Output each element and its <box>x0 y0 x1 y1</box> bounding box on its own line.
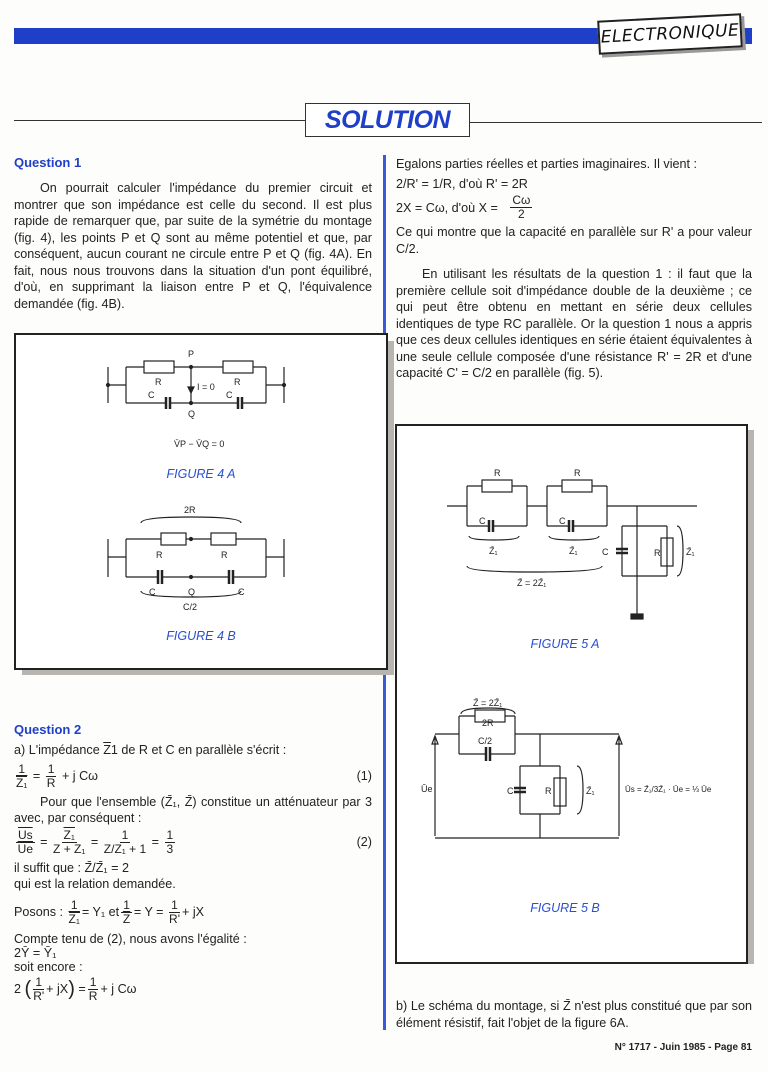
svg-text:V̄P − V̄Q = 0: V̄P − V̄Q = 0 <box>174 439 225 449</box>
svg-text:C/2: C/2 <box>478 736 493 746</box>
right-line-2: 2/R' = 1/R, d'où R' = 2R <box>396 176 528 191</box>
figure-5b-caption: FIGURE 5 B <box>530 901 600 915</box>
equation-2: $\frac{\overline{Us}}{Ue}$ = $\frac{\text{Z₁}}{\text{Z + Z₁}}$ = $\frac{1}{\text{Z/Z₁ + 1}}$ = $\frac{1}{3}$ (2) <box>17 827 372 856</box>
svg-text:C: C <box>602 547 609 557</box>
figure-5 <box>395 424 748 964</box>
svg-text:R: R <box>155 377 162 387</box>
question-2-paragraph: Pour que l'ensemble (Z̄₁, Z̄) constitue un atténuateur par 3 avec, par conséquent : <box>14 794 372 825</box>
right-column <box>396 156 752 382</box>
svg-text:I = 0: I = 0 <box>197 382 215 392</box>
svg-text:R: R <box>221 550 228 560</box>
final-equation: 2 ( $\frac{1}{R'}$ + jX ) = $\frac{1}{R}$ + j Cω <box>14 974 137 1003</box>
svg-text:C: C <box>226 390 233 400</box>
svg-text:Z̄ = 2Z̄₁: Z̄ = 2Z̄₁ <box>517 578 547 588</box>
svg-text:Z̄₁: Z̄₁ <box>489 546 498 556</box>
figure-5b-circuit <box>421 698 712 838</box>
relation-text: qui est la relation demandée. <box>14 877 176 891</box>
svg-text:C: C <box>148 390 155 400</box>
figure-4b-caption: FIGURE 4 B <box>166 629 236 643</box>
svg-text:C: C <box>238 587 245 597</box>
figure-4 <box>14 333 388 670</box>
figure-5a-caption: FIGURE 5 A <box>530 637 600 651</box>
condition: il suffit que : Z̄/Z̄₁ = 2 <box>14 860 129 875</box>
rubric-label: ELECTRONIQUE <box>597 13 743 54</box>
figure-5a-circuit <box>447 468 697 619</box>
question-2-heading: Question 2 <box>14 722 82 737</box>
question-1-text: On pourrait calculer l'impédance du premier circuit et montrer que son impédance est celle du second. Il est plus rapide de remarquer que, par suite de la symétrie du montage (fig. 4), les points P et Q sont au même potentiel et que, par conséquent, aucun courant ne circule entre P et Q (fig. 4A). En fait, nous nous trouvons dans la situation d'un pont équilibré, d'où, en supprimant la liaison entre P et Q, l'équivalence demandée (fig. 4B). <box>14 181 372 311</box>
question-1-heading: Question 1 <box>14 155 82 170</box>
right-line-4: Ce qui montre que la capacité en parallèle sur R' a pour valeur C/2. <box>396 225 752 256</box>
equation-1: $\frac{1}{\text{Z₁}}$ = $\frac{1}{R}$ + j Cω (1) <box>16 761 372 790</box>
figure-4b-circuit <box>108 505 284 612</box>
section-title: SOLUTION <box>305 103 470 137</box>
svg-text:C: C <box>479 516 486 526</box>
svg-text:Z̄₁: Z̄₁ <box>586 786 595 796</box>
question-2 <box>14 722 372 1003</box>
svg-text:Ūe: Ūe <box>421 784 433 794</box>
right-line-1: Egalons parties réelles et parties imaginaires. Il vient : <box>396 157 697 171</box>
soit-text: soit encore : <box>14 959 83 974</box>
svg-text:Z̄₁: Z̄₁ <box>569 546 578 556</box>
title-rule-left <box>14 120 305 121</box>
svg-text:R: R <box>654 548 661 558</box>
svg-text:P: P <box>188 349 195 359</box>
svg-text:Z̄ = 2Z̄₁: Z̄ = 2Z̄₁ <box>473 698 503 708</box>
right-paragraph: En utilisant les résultats de la question 1 : il faut que la première cellule soit d'impédance double de la deuxième ; ce qui peut être obtenu en mettant en série deux cellules identiques de type RC parallèle. Or la question 1 nous a appris que ces deux cellules identiques en série étaient équivalentes à une seule cellule composée d'une résistance R' = 2R et d'une capacité C' = C/2 en parallèle (fig. 5). <box>396 267 752 380</box>
svg-text:Ūs = Z̄₁/3Z̄₁ · Ūe = ⅓ Ūe: Ūs = Z̄₁/3Z̄₁ · Ūe = ⅓ Ūe <box>625 785 712 794</box>
figure-4a-circuit <box>107 349 286 449</box>
svg-text:2R: 2R <box>482 718 494 728</box>
page-footer: N° 1717 - Juin 1985 - Page 81 <box>614 1042 752 1053</box>
figure-5-schematic <box>397 426 746 962</box>
svg-text:R: R <box>156 550 163 560</box>
svg-text:C/2: C/2 <box>183 602 198 612</box>
svg-text:C: C <box>149 587 156 597</box>
figure-4-schematic <box>16 335 386 668</box>
compte-text: Compte tenu de (2), nous avons l'égalité : <box>14 931 247 946</box>
part-b-text: b) Le schéma du montage, si Z̄ n'est plus constitué que par son élément résistif, fait l'objet de la figure 6A. <box>396 999 752 1030</box>
svg-text:2R: 2R <box>184 505 196 515</box>
svg-text:R: R <box>574 468 581 478</box>
svg-text:Q: Q <box>188 587 196 597</box>
posons-equation: Posons : $\frac{1}{\text{Z₁}}$ = Y₁ et $\frac{1}{Z}$ = Y = $\frac{1}{R'}$ + jX <box>14 897 205 926</box>
svg-text:Q: Q <box>188 409 196 419</box>
right-line-3: 2X = Cω, d'où X = $\frac{C\omega}{2}$ <box>396 193 531 221</box>
svg-text:Z̄₁: Z̄₁ <box>686 547 695 557</box>
title-rule-right <box>468 122 762 123</box>
svg-text:R: R <box>234 377 241 387</box>
egalite: 2Ȳ = Ȳ₁ <box>14 945 57 960</box>
svg-text:R: R <box>494 468 501 478</box>
figure-4a-caption: FIGURE 4 A <box>166 467 236 481</box>
svg-text:R: R <box>545 786 552 796</box>
svg-text:C: C <box>507 786 514 796</box>
svg-text:C: C <box>559 516 566 526</box>
question-2a-intro: a) L'impédance $\overline{Z}1$ de R et C en parallèle s'écrit : <box>14 743 287 757</box>
